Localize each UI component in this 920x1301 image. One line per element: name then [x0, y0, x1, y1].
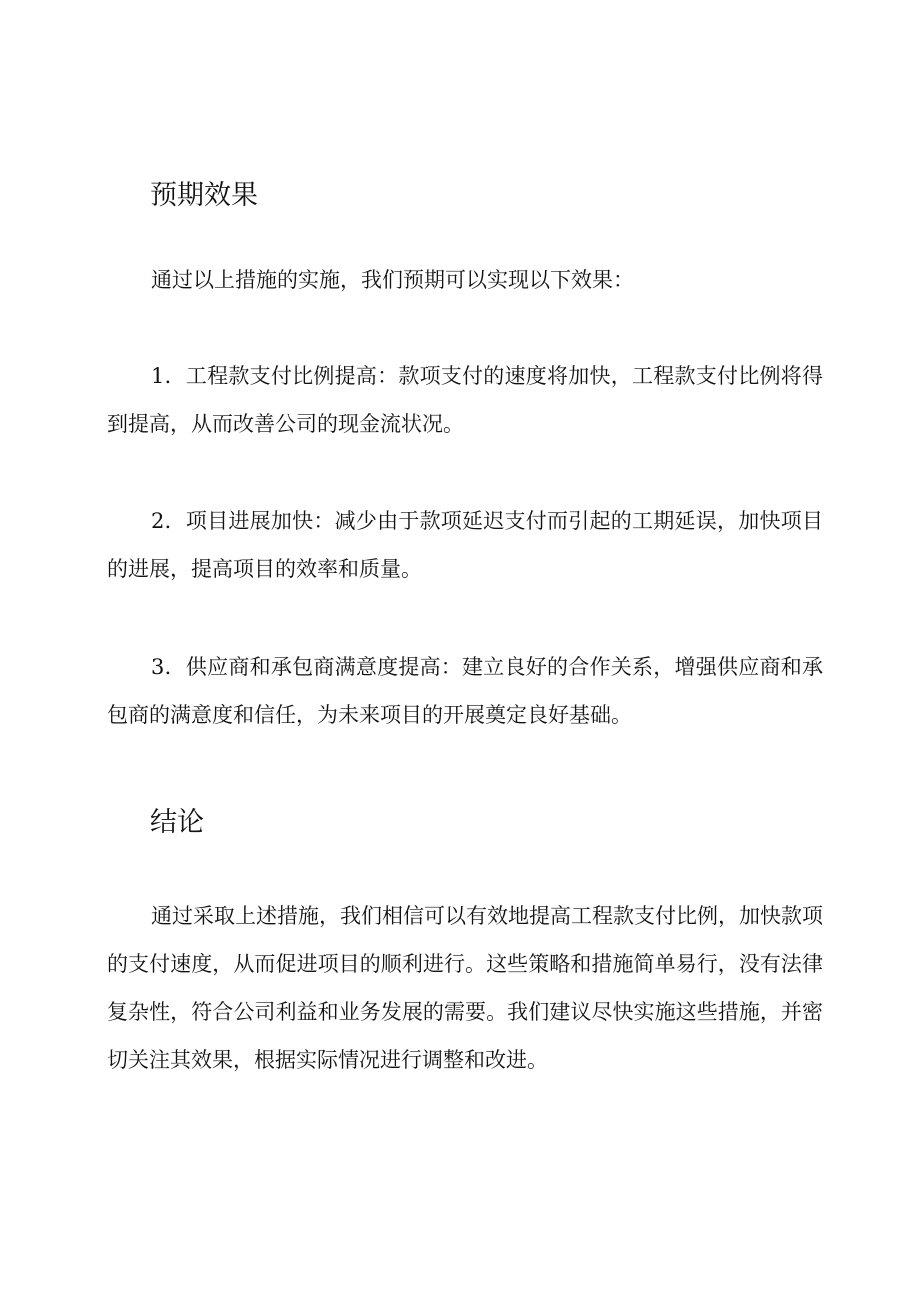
section-heading-expected-effects: 预期效果: [150, 180, 258, 211]
section-heading-conclusion: 结论: [150, 807, 204, 838]
conclusion-paragraph: 通过采取上述措施，我们相信可以有效地提高工程款支付比例，加快款项的支付速度，从而促进项目的顺利进行。这些策略和措施简单易行，没有法律复杂性，符合公司利益和业务发展的需要。我们建议尽快实施这些措施，并密切关注其效果，根据实际情况进行调整和改进。: [107, 904, 823, 1072]
effects-item-2: 2．项目进展加快：减少由于款项延迟支付而引起的工期延误，加快项目的进展，提高项目的效率和质量。: [107, 509, 823, 581]
effects-item-3: 3．供应商和承包商满意度提高：建立良好的合作关系，增强供应商和承包商的满意度和信任，为未来项目的开展奠定良好基础。: [107, 655, 823, 727]
effects-intro-paragraph: 通过以上措施的实施，我们预期可以实现以下效果：: [151, 268, 634, 292]
effects-item-1: 1．工程款支付比例提高：款项支付的速度将加快，工程款支付比例将得到提高，从而改善公司的现金流状况。: [107, 364, 823, 436]
